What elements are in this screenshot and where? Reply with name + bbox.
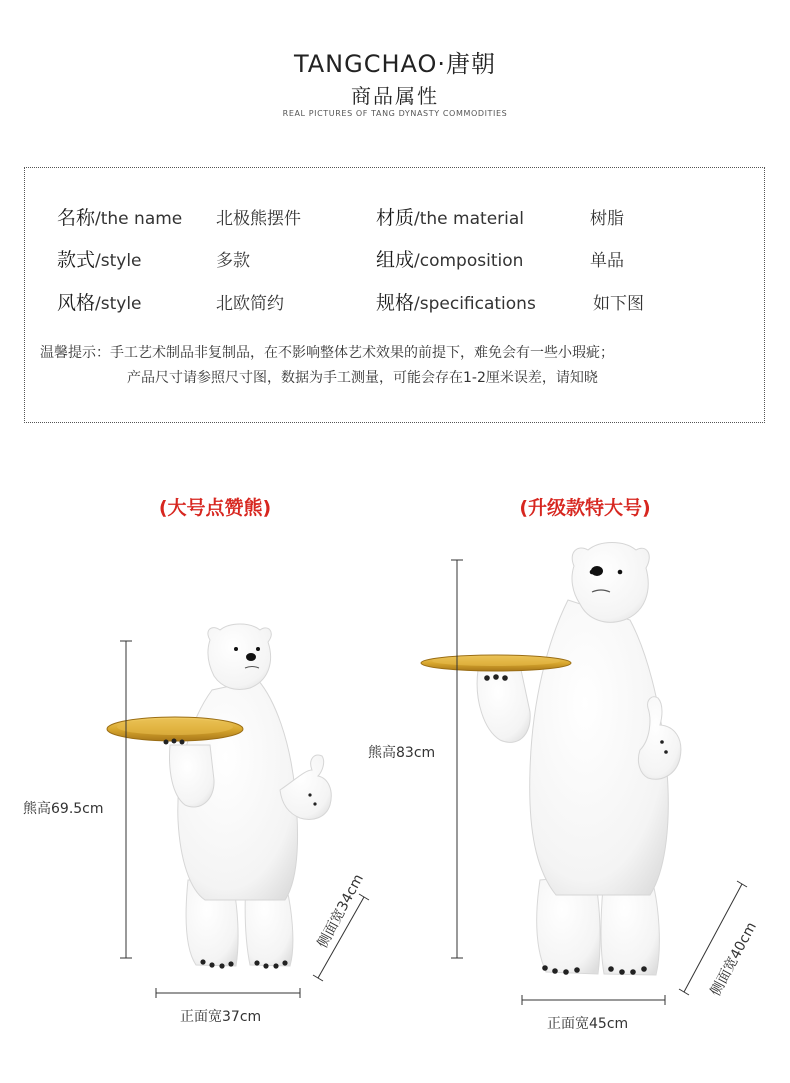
bear-1-height-line [120, 641, 132, 958]
attr-spec-label: 规格/specifications [376, 292, 536, 314]
bear-2-front-width-line [522, 995, 665, 1005]
model-1-title: (大号点赞熊) [158, 497, 272, 519]
attr-material-value: 树脂 [590, 209, 624, 229]
brand-logo-text: TANGCHAO·唐朝 [293, 50, 497, 78]
bear-2-side-width-label: 侧面宽40cm [707, 919, 760, 999]
attr-look-label: 风格/style [57, 292, 142, 314]
attr-style-value: 多款 [216, 251, 250, 271]
bear-2-front-width-label: 正面宽45cm [547, 1016, 629, 1032]
attr-style-label: 款式/style [57, 249, 142, 271]
attr-composition-label: 组成/composition [376, 249, 524, 271]
notice-line-1: 温馨提示：手工艺术制品非复制品，在不影响整体艺术效果的前提下，难免会有一些小瑕疵； [40, 345, 614, 361]
attr-look-value: 北欧简约 [216, 294, 284, 314]
page-tagline: REAL PICTURES OF TANG DYNASTY COMMODITIES [282, 109, 508, 118]
bear-1-figure [107, 624, 331, 969]
bear-2-figure [421, 543, 681, 976]
attr-name-label: 名称/the name [57, 207, 183, 229]
attr-spec-value: 如下图 [593, 294, 644, 314]
attr-composition-value: 单品 [590, 251, 624, 271]
bear-1-side-width-label: 侧面宽34cm [314, 871, 367, 951]
bear-1-height-label: 熊高69.5cm [23, 801, 104, 817]
bear-1-front-width-label: 正面宽37cm [180, 1009, 262, 1025]
bear-1-front-width-line [156, 988, 300, 998]
model-2-title: (升级款特大号) [519, 497, 651, 519]
bear-2-height-line [451, 560, 463, 958]
attr-name-value: 北极熊摆件 [216, 209, 301, 229]
bear-2-height-label: 熊高83cm [368, 745, 436, 761]
attr-material-label: 材质/the material [376, 207, 525, 229]
notice-line-2: 产品尺寸请参照尺寸图，数据为手工测量，可能会存在1-2厘米误差，请知晓 [127, 370, 598, 386]
page-title: 商品属性 [351, 84, 439, 108]
